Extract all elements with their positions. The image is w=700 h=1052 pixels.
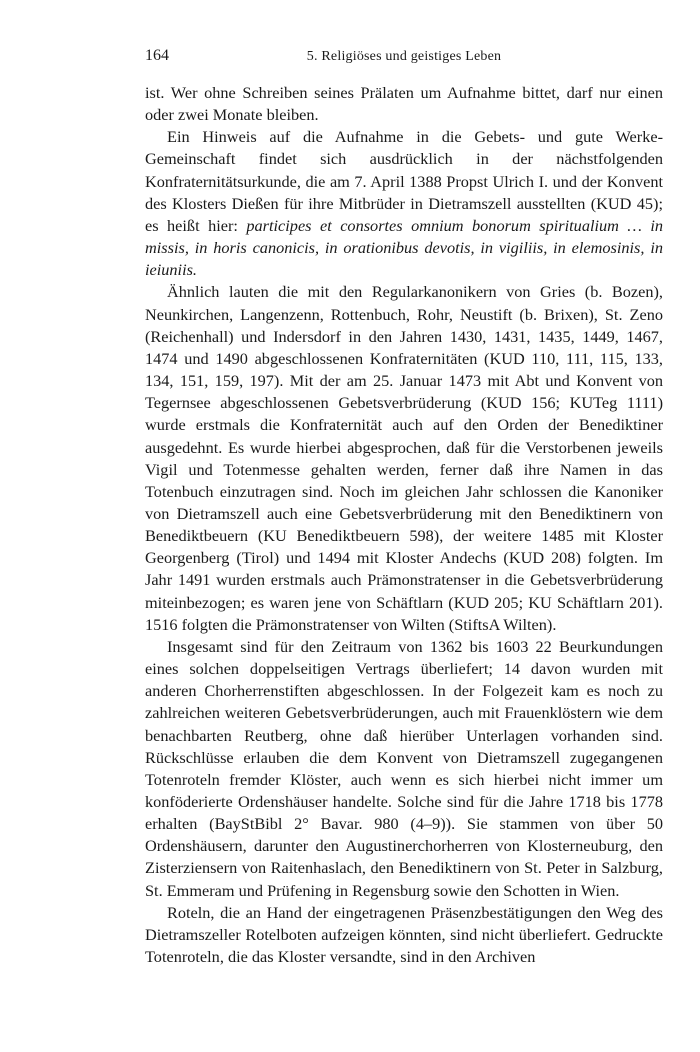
running-head: 5. Religiöses und geistiges Leben [306, 49, 502, 64]
body-text [145, 82, 663, 968]
paragraph-2 [145, 126, 663, 281]
page-number: 164 [145, 47, 169, 64]
paragraph-5: Roteln, die an Hand der eingetragenen Präsenzbestätigungen den Weg des Dietramszeller Rotelboten aufzeigen könnten, sind nicht überliefert. Gedruckte Totenroteln, die das Kloster versandte, sind in den Archiven [145, 902, 663, 967]
page-header [145, 47, 663, 67]
paragraph-2-text: Ein Hinweis auf die Aufnahme in die Gebets- und gute Werke-Gemeinschaft findet sich ausdrücklich in der nächstfolgenden Konfraternitätsurkunde, die am 7. April 1388 Propst Ulrich I. und der Konvent des Klosters Dießen für ihre Mitbrüder in Dietramszell ausstellten (KUD 45); es heißt hier: [145, 127, 663, 235]
paragraph-4: Insgesamt sind für den Zeitraum von 1362 bis 1603 22 Beurkundungen eines solchen doppelseitigen Vertrags überliefert; 14 davon wurden mit anderen Chorherrenstiften abgeschlossen. In der Folgezeit kam es noch zu zahlreichen weiteren Gebetsverbrüderungen, auch mit Frauenklöstern wie dem benachbarten Reutberg, ohne daß hierüber Unterlagen vorhanden sind. Rückschlüsse erlauben die dem Konvent von Dietramszell zugegangenen Totenroteln fremder Klöster, auch wenn es sich hierbei nicht immer um konföderierte Ordenshäuser handelte. Solche sind für die Jahre 1718 bis 1778 erhalten (BayStBibl 2° Bavar. 980 (4–9)). Sie stammen von über 50 Ordenshäusern, darunter den Augustinerchorherren von Klosterneuburg, den Zisterziensern von Raitenhaslach, den Benediktinern von St. Peter in Salzburg, St. Emmeram und Prüfening in Regensburg sowie den Schotten in Wien. [145, 636, 663, 900]
latin-quotation: participes et consortes omnium bonorum spiritualium … in missis, in horis canonicis, in orationibus devotis, in vigiliis, in elemosinis, in ieiuniis. [145, 215, 663, 280]
paragraph-3: Ähnlich lauten die mit den Regularkanonikern von Gries (b. Bozen), Neunkirchen, Langenzenn, Rottenbuch, Rohr, Neustift (b. Brixen), St. Zeno (Reichenhall) und Indersdorf in den Jahren 1430, 1431, 1435, 1449, 1467, 1474 und 1490 abgeschlossenen Konfraternitäten (KUD 110, 111, 115, 133, 134, 151, 159, 197). Mit der am 25. Januar 1473 mit Abt und Konvent von Tegernsee abgeschlossenen Gebetsverbrüderung (KUD 156; KUTeg 1111) wurde erstmals die Konfraternität auch auf den Orden der Benediktiner ausgedehnt. Es wurde hierbei abgesprochen, daß für die Verstorbenen jeweils Vigil und Totenmesse gehalten werden, ferner daß ihre Namen in das Totenbuch einzutragen sind. Noch im gleichen Jahr schlossen die Kanoniker von Dietramszell auch eine Gebetsverbrüderung mit den Benediktinern von Benediktbeuern (KU Benediktbeuern 598), der weitere 1485 mit Kloster Georgenberg (Tirol) und 1494 mit Kloster Andechs (KUD 208) folgten. Im Jahr 1491 wurden erstmals auch Prämonstratenser in die Gebetsverbrüderung miteinbezogen; es waren jene von Schäftlarn (KUD 205; KU Schäftlarn 201). 1516 folgten die Prämonstratenser von Wilten (StiftsA Wilten). [145, 282, 663, 634]
paragraph-1: ist. Wer ohne Schreiben seines Prälaten um Aufnahme bittet, darf nur einen oder zwei Monate bleiben. [145, 83, 663, 125]
